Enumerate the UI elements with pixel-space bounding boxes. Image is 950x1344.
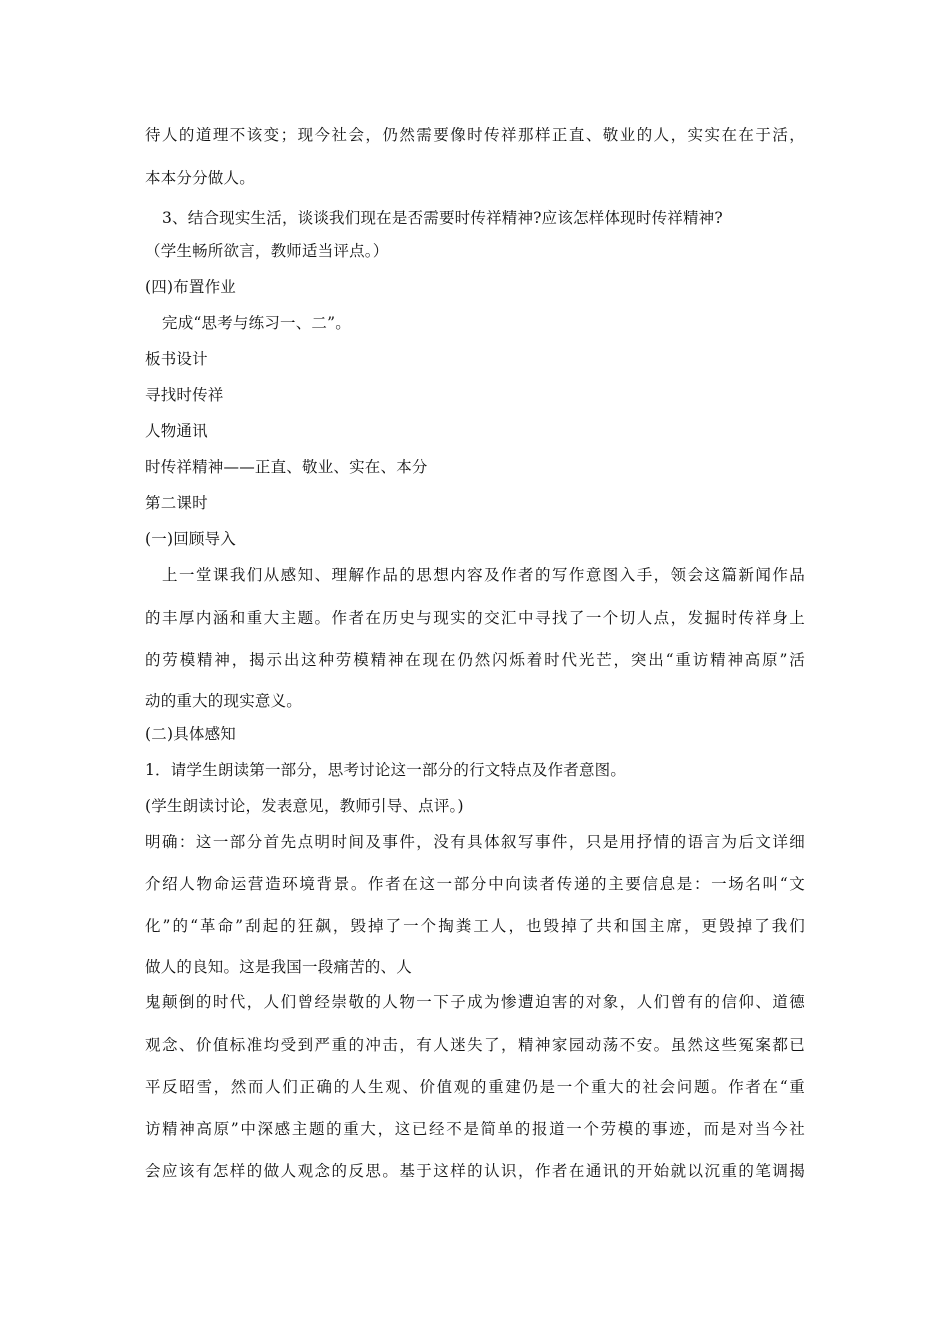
paragraph-line: 的丰厚内涵和重大主题。作者在历史与现实的交汇中寻找了一个切人点，发掘时传祥身上 (145, 609, 805, 627)
paragraph-line: 完成“思考与练习一、二”。 (162, 314, 351, 332)
paragraph-line: 化”的“革命”刮起的狂飙，毁掉了一个掏粪工人，也毁掉了共和国主席，更毁掉了我们 (145, 917, 805, 935)
paragraph-line: 的劳模精神，揭示出这种劳模精神在现在仍然闪烁着时代光芒，突出“重访精神高原”活 (145, 651, 805, 669)
paragraph-line: 会应该有怎样的做人观念的反思。基于这样的认识，作者在通讯的开始就以沉重的笔调揭 (145, 1162, 805, 1180)
paragraph-line: 平反昭雪，然而人们正确的人生观、价值观的重建仍是一个重大的社会问题。作者在“重 (145, 1078, 805, 1096)
paragraph-line: 观念、价值标准均受到严重的冲击，有人迷失了，精神家园动荡不安。虽然这些冤案都已 (145, 1036, 805, 1054)
paragraph-line: 做人的良知。这是我国一段痛苦的、人 (145, 958, 412, 976)
paragraph-line: 鬼颠倒的时代，人们曾经崇敬的人物一下子成为惨遭迫害的对象，人们曾有的信仰、道德 (145, 993, 805, 1011)
note-line: （学生畅所欲言，教师适当评点。） (145, 242, 389, 260)
paragraph-line: 访精神高原”中深感主题的重大，这已经不是简单的报道一个劳模的事迹，而是对当今社 (145, 1120, 805, 1138)
note-line: (学生朗读讨论，发表意见，教师引导、点评。) (145, 797, 464, 815)
board-line: 人物通讯 (145, 422, 208, 440)
paragraph-line: 明确：这一部分首先点明时间及事件，没有具体叙写事件，只是用抒情的语言为后文详细 (145, 833, 805, 851)
paragraph-line: 本本分分做人。 (145, 169, 255, 187)
heading-board-design: 板书设计 (145, 350, 208, 368)
board-line: 寻找时传祥 (145, 386, 224, 404)
numbered-item: 1．请学生朗读第一部分，思考讨论这一部分的行文特点及作者意图。 (145, 761, 627, 779)
paragraph-line: 介绍人物命运营造环境背景。作者在这一部分中向读者传递的主要信息是：一场名叫“文 (145, 875, 805, 893)
paragraph-line: 待人的道理不该变；现今社会，仍然需要像时传祥那样正直、敬业的人，实实在在于活， (145, 126, 805, 144)
paragraph-line: 上一堂课我们从感知、理解作品的思想内容及作者的写作意图入手，领会这篇新闻作品 (162, 566, 805, 584)
section-heading: (二)具体感知 (145, 725, 236, 743)
section-heading: (四)布置作业 (145, 278, 236, 296)
heading-second-lesson: 第二课时 (145, 494, 208, 512)
section-heading: (一)回顾导入 (145, 530, 236, 548)
paragraph-line: 动的重大的现实意义。 (145, 692, 303, 710)
board-line: 时传祥精神——正直、敬业、实在、本分 (145, 458, 428, 476)
numbered-item: 3、结合现实生活，谈谈我们现在是否需要时传祥精神?应该怎样体现时传祥精神? (162, 209, 723, 227)
